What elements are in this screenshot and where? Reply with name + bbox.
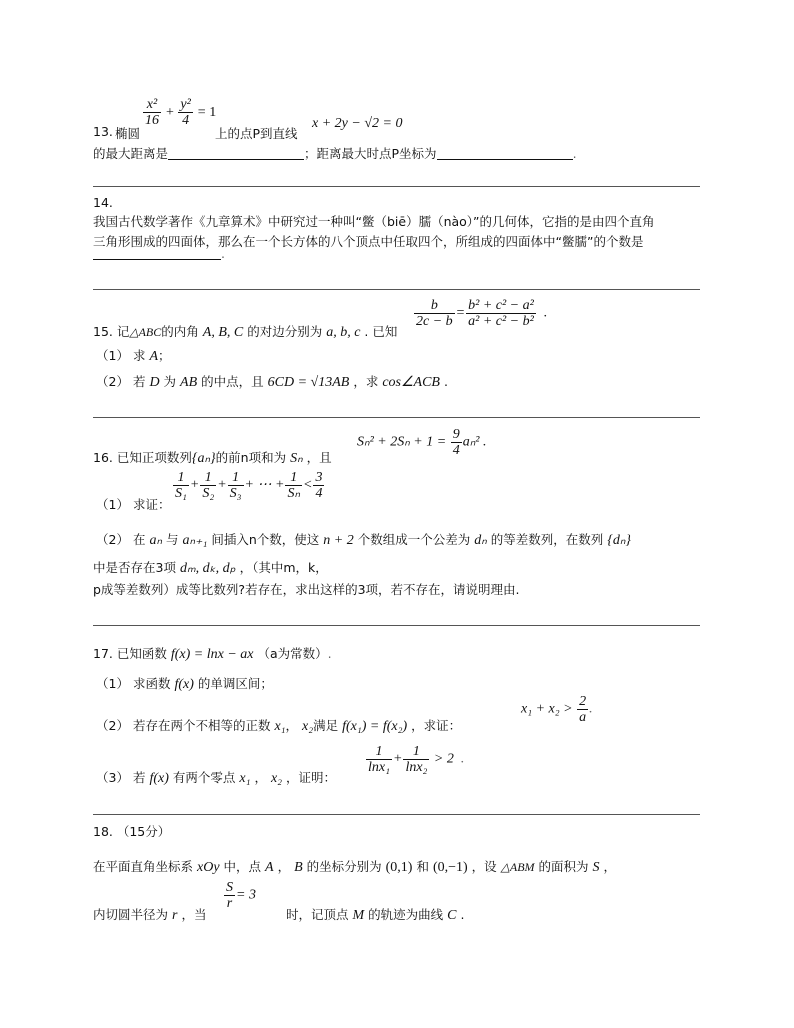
- q13-line2-b: ；距离最大时点P坐标为: [304, 146, 437, 161]
- q18-d: 的坐标分别为: [306, 859, 382, 874]
- q15-p2-a: 若: [132, 374, 146, 389]
- q15-t1: 的内角: [161, 324, 199, 339]
- q16-cond-tail: aₙ²: [462, 434, 480, 450]
- q17-p2-den: a: [579, 710, 587, 725]
- q16-p2-n2: n + 2: [323, 533, 354, 548]
- q18-p2: (0,−1): [432, 860, 468, 875]
- q18-tri: △ABM: [500, 860, 535, 874]
- q15-rhs-den: a² + c² − b²: [468, 314, 534, 329]
- q17-p2-label: （2）: [96, 718, 129, 733]
- q15-condition-equation: $\frac{b}{2c - b}$ = $\frac{\text{b² + c² − a²}}{\text{a² + c² − b²}}$ .: [416, 298, 548, 329]
- q17-part2: （2） 若存在两个不相等的正数 x₁， x₂满足 f(x₁) = f(x₂) ，求证：: [96, 718, 462, 734]
- q17-p2-num: 2: [579, 694, 587, 709]
- q18-line1: [93, 857, 616, 876]
- q15-p2-D: D: [149, 375, 160, 390]
- q16-Sn: Sₙ: [290, 451, 303, 466]
- q18-b: 中，点: [223, 859, 262, 874]
- q16-part2-line2: [93, 558, 328, 577]
- q15-p2-eq: 6CD = √13AB: [267, 375, 350, 390]
- q18-l2-c: 时，记顶点: [286, 907, 349, 922]
- q16-p2-an1: aₙ₊₁: [182, 533, 208, 548]
- q18-frac-num: S: [226, 880, 233, 895]
- q18-B: B: [294, 860, 303, 875]
- q13-number: 13.: [93, 124, 113, 139]
- q17-p2-c: ，求证：: [411, 718, 462, 733]
- q15-t3: . 已知: [364, 324, 398, 339]
- q16-p1-label: （1）: [96, 497, 129, 512]
- q18-e: 和: [416, 859, 429, 874]
- q16-inequality: $\frac{1}{\text{S₁}}$ + $\frac{1}{\text{S₂}}$ + $\frac{1}{\text{S₃}}$ + ⋯ + $\frac{1}{\text{Sₙ}}$ < $\frac{3}{4}$: [175, 470, 323, 501]
- q16-sn: Sₙ: [287, 486, 301, 501]
- q18-M: M: [352, 908, 365, 923]
- q18-p1: (0,1): [385, 860, 413, 875]
- q18-g: 的面积为: [538, 859, 589, 874]
- q15-p2-c: 的中点，且: [201, 374, 264, 389]
- q17-gt2: > 2: [433, 751, 454, 767]
- q17-p3-x1: x₁: [239, 771, 251, 786]
- q17-p3-label: （3）: [96, 770, 129, 785]
- q15-part1: [96, 346, 171, 365]
- divider-3: [93, 417, 700, 418]
- q15-p2-label: （2）: [96, 374, 129, 389]
- q13-blank-2: [437, 146, 573, 160]
- q17-p2-eq: f(x₁) = f(x₂): [342, 719, 408, 734]
- q18-l2-b: ，当: [181, 907, 207, 922]
- q17-part3: （3） 若 f(x) 有两个零点 x₁ ， x₂ ，证明：: [96, 770, 337, 786]
- q16-cond-end: .: [482, 434, 487, 450]
- q16-seq: {aₙ}: [191, 451, 216, 466]
- q18-f: ，设: [471, 859, 497, 874]
- q18-l2-a: 内切圆半径为: [93, 907, 169, 922]
- q17-p3-b: 有两个零点: [172, 770, 236, 785]
- q15-p2-cos: cos∠ACB: [382, 375, 440, 390]
- q15-stem: [93, 322, 397, 341]
- q17-p2-x1: x₁: [274, 719, 286, 734]
- q18-l2-e: .: [460, 907, 465, 922]
- q16-part2-line3: p成等差数列）成等比数列?若存在，求出这样的3项，若不存在，请说明理由.: [93, 582, 520, 597]
- q14-answer-blank: .: [93, 246, 225, 261]
- q17-p1-f: f(x): [174, 677, 194, 692]
- q15-p1-label: （1）: [96, 348, 129, 363]
- q17-p2-inequality: x₁ + x₂ > $\frac{2}{a}$ .: [521, 694, 593, 725]
- q15-angles: A, B, C: [202, 325, 244, 340]
- q17-p3-inequality: $\frac{1}{\text{lnx₁}}$ + $\frac{1}{\text{lnx₂}}$ > 2 .: [368, 744, 465, 775]
- q16-p2-e: 的等差数列，在数列: [490, 532, 604, 547]
- q17-p3-f: f(x): [149, 771, 169, 786]
- q14-line1: 我国古代数学著作《九章算术》中研究过一种叫“鳖（biē）臑（nào）”的几何体，它指的是由四个直角: [93, 214, 655, 229]
- q18-xOy: xOy: [197, 860, 220, 875]
- q17-end: .: [327, 646, 332, 661]
- q16-cond-num: 9: [452, 427, 460, 442]
- q16-ineq-den: 4: [315, 486, 323, 501]
- q17-p1-label: （1）: [96, 676, 129, 691]
- q17-stem: [93, 644, 332, 663]
- q13-y2: y²: [180, 97, 191, 112]
- q13-16: 16: [145, 113, 159, 128]
- q16-p2-dn: dₙ: [474, 533, 487, 548]
- q18-line2: [93, 905, 206, 924]
- q15-sides: a, b, c: [326, 325, 361, 340]
- q15-triangle: △ABC: [129, 325, 162, 339]
- q17-p1-a: 求函数: [132, 676, 171, 691]
- q17-p2-b: 满足: [313, 718, 339, 733]
- q16-p2-b: 与: [166, 532, 179, 547]
- q17-p2-a: 若存在两个不相等的正数: [132, 718, 271, 733]
- divider-2: [93, 289, 700, 290]
- q18-c: ，: [277, 859, 291, 874]
- q17-note: （a为常数）: [257, 646, 328, 661]
- q17-lnx2: lnx₂: [405, 760, 428, 775]
- q13-ellipse-word: 椭圆: [115, 126, 141, 141]
- q15-p2-d: ，求: [353, 374, 379, 389]
- q16-t2: ，且: [306, 450, 332, 465]
- q16-s2: S₂: [202, 486, 215, 501]
- q15-p1-end: ；: [158, 348, 171, 363]
- q18-l2-d: 的轨迹为曲线: [368, 907, 444, 922]
- q15-p1-text: 求: [132, 348, 146, 363]
- q17-p3-a: 若: [132, 770, 146, 785]
- q13-mid-text: 上的点P到直线: [215, 126, 298, 141]
- q17-part1: [96, 674, 273, 693]
- q16-s1: S₁: [175, 486, 187, 501]
- q17-func: f(x) = lnx − ax: [170, 647, 254, 662]
- divider-1: [93, 186, 700, 187]
- q18-eq3: = 3: [236, 887, 256, 903]
- q14-line2: 三角形围成的四面体，那么在一个长方体的八个顶点中任取四个，所组成的四面体中“鳖臑”的个数是: [93, 234, 644, 249]
- q18-line2-tail: [286, 905, 464, 924]
- q13-rhs: = 1: [197, 105, 217, 120]
- q13-4: 4: [182, 113, 190, 128]
- q18-ratio: [223, 880, 256, 911]
- q18-A: A: [265, 860, 274, 875]
- q17-p3-c: ，证明：: [286, 770, 337, 785]
- q18-a: 在平面直角坐标系: [93, 859, 194, 874]
- q16-p3-a: 中是否存在3项: [93, 560, 176, 575]
- q16-p3-terms: dₘ, dₖ, dₚ: [179, 561, 236, 576]
- q13-line2-end: .: [572, 146, 577, 161]
- q16-p2-an: aₙ: [149, 533, 163, 548]
- divider-5: [93, 814, 700, 815]
- q15-p2-b: 为: [163, 374, 177, 389]
- q16-p2-c: 间插入n个数，使这: [211, 532, 320, 547]
- q18-frac-den: r: [226, 896, 233, 911]
- q16-cond-den: 4: [452, 443, 460, 458]
- q16-p1-text: 求证：: [132, 497, 171, 512]
- q16-ineq-num: 3: [315, 470, 323, 485]
- q16-condition: [357, 427, 486, 458]
- q15-prefix: 15. 记: [93, 324, 130, 339]
- q16-t1: 的前n项和为: [215, 450, 287, 465]
- q17-p2-x2: x₂: [302, 719, 314, 734]
- q16-p2-label: （2）: [96, 532, 129, 547]
- q15-p2-AB: AB: [180, 375, 198, 390]
- q18-C: C: [447, 908, 457, 923]
- divider-4: [93, 625, 700, 626]
- q13-blank-1: [168, 146, 304, 160]
- q13-ellipse-equation: $\frac{\text{x²}}{16}$ + $\frac{\text{y²}}{4}$ = 1: [145, 97, 217, 128]
- q18-S: S: [592, 860, 600, 875]
- q14-number: 14.: [93, 195, 113, 210]
- q15-rhs-num: b² + c² − a²: [468, 298, 534, 313]
- q16-p2-d: 个数组成一个公差为: [357, 532, 471, 547]
- q15-lhs-num: b: [414, 298, 455, 314]
- q17-p3-x2: x₂: [270, 771, 283, 786]
- q16-p2-a: 在: [132, 532, 146, 547]
- q16-p2-dseq: {dₙ}: [607, 533, 632, 548]
- q16-part2: [96, 530, 631, 549]
- q15-t2: 的对边分别为: [247, 324, 323, 339]
- q17-p2-ineq: x₁ + x₂ >: [521, 701, 573, 717]
- q13-line2-a: 的最大距离是: [93, 146, 169, 161]
- q13-line-equation: x + 2y − √2 = 0: [312, 116, 403, 131]
- q15-p1-var: A: [149, 349, 158, 364]
- q17-p1-b: 的单调区间；: [197, 676, 273, 691]
- q16-part1: [96, 495, 170, 513]
- q13-line2: [93, 144, 577, 162]
- q15-part2: [96, 372, 448, 391]
- q18-header: 18. （15分）: [93, 824, 171, 839]
- q16-prefix: 16. 已知正项数列: [93, 450, 192, 465]
- q15-p2-end: .: [443, 374, 448, 389]
- q16-stem: [93, 448, 332, 467]
- q16-cond-lhs: Sₙ² + 2Sₙ + 1 =: [357, 434, 447, 450]
- q17-prefix: 17. 已知函数: [93, 646, 167, 661]
- q18-r: r: [172, 908, 178, 923]
- q16-p3-b: ，（其中m，k，: [239, 560, 328, 575]
- q13-x2: x²: [143, 97, 161, 113]
- q18-h: ，: [603, 859, 617, 874]
- q15-lhs-den: 2c − b: [416, 314, 453, 329]
- q16-s3: S₃: [229, 486, 242, 501]
- q17-lnx1: lnx₁: [368, 760, 390, 775]
